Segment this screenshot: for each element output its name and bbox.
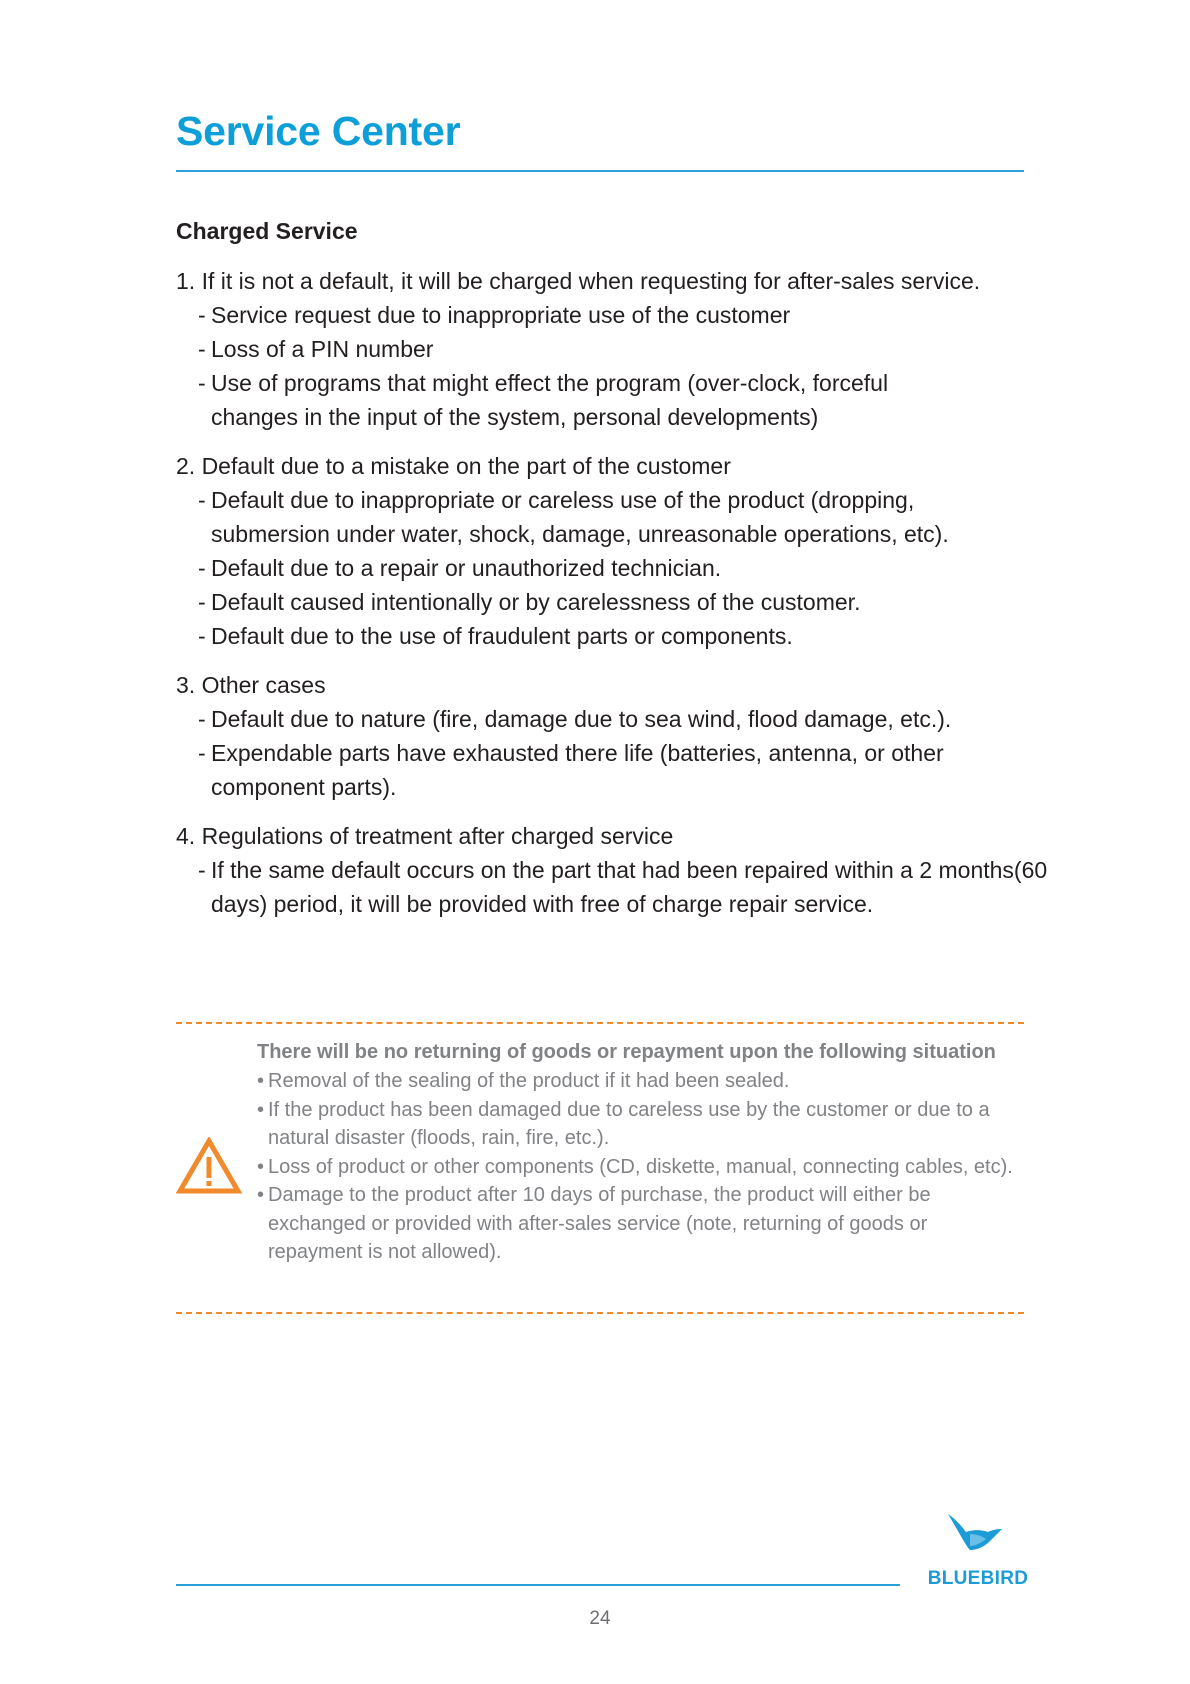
warning-triangle-icon [176,1137,242,1195]
sub-item: - Service request due to inappropriate use of the customer [198,302,791,328]
sub-item: - Loss of a PIN number [198,336,434,362]
list-item [176,449,1036,653]
notice-item: • Removal of the sealing of the product if it had been sealed. [257,1070,790,1092]
list-item [176,819,1048,921]
notice-item: • If the product has been damaged due to careless use by the customer or due to a natural disaster (floods, rain, fire, etc.). [257,1098,990,1149]
notice-bottom-divider [176,1312,1024,1314]
brand-name: BLUEBIRD [927,1568,1029,1589]
notice-item: • Loss of product or other components (CD, diskette, manual, connecting cables, etc). [257,1155,1013,1178]
bluebird-icon [946,1512,1006,1552]
sub-item: - Default due to inappropriate or careless use of the product (dropping, submersion under water, shock, damage, unreasonable operations, etc). [198,487,949,547]
page-number: 24 [589,1608,611,1629]
sub-item: - If the same default occurs on the part that had been repaired within a 2 months(60 days) period, it will be provided with free of charge repair service. [198,857,1048,917]
list-item [176,264,1036,434]
footer-divider [176,1584,900,1586]
list-item-heading: 2. Default due to a mistake on the part of the customer [176,453,731,479]
sub-item: - Default due to the use of fraudulent parts or components. [198,623,793,649]
sub-item: - Default due to nature (fire, damage due to sea wind, flood damage, etc.). [198,706,952,732]
bluebird-logo [922,1512,1034,1587]
list-item [176,668,1036,804]
notice-list [257,1067,1032,1267]
notice-heading: There will be no returning of goods or repayment upon the following situation [257,1041,996,1063]
notice-item: • Damage to the product after 10 days of purchase, the product will either be exchanged or provided with after-sales service (note, returning of goods or repayment is not allowed). [257,1184,931,1263]
notice-top-divider [176,1022,1024,1024]
page-title: Service Center [176,108,461,154]
title-divider [176,170,1024,172]
list-item-heading: 4. Regulations of treatment after charged service [176,823,674,849]
sub-item: - Use of programs that might effect the program (over-clock, forceful changes in the input of the system, personal developments) [198,370,889,430]
sub-item: - Default caused intentionally or by carelessness of the customer. [198,589,861,615]
charged-service-list [176,264,1048,936]
notice-box [257,1038,1032,1267]
sub-item: - Default due to a repair or unauthorized technician. [198,555,722,581]
sub-item: - Expendable parts have exhausted there life (batteries, antenna, or other component parts). [198,740,944,800]
list-item-heading: 3. Other cases [176,672,326,698]
list-item-heading: 1. If it is not a default, it will be charged when requesting for after-sales service. [176,268,981,294]
section-title: Charged Service [176,218,358,244]
